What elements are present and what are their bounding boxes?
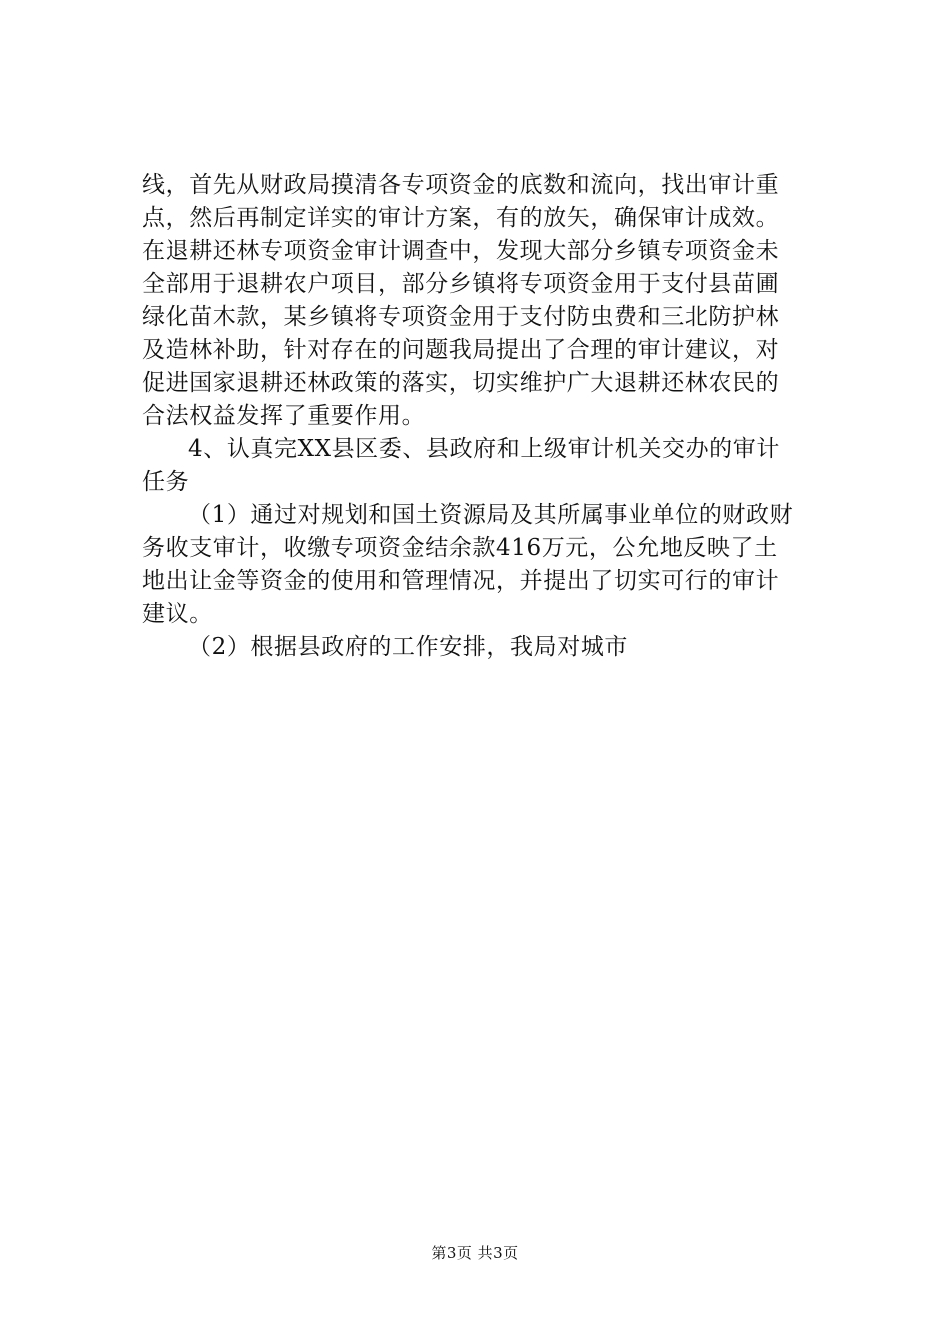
paragraph-start-line: （1）通过对规划和国土资源局及其所属事业单位的财政财 bbox=[188, 502, 794, 528]
body-line: 建议。 bbox=[142, 601, 213, 627]
paragraph-start-line: （2）根据县政府的工作安排，我局对城市 bbox=[188, 634, 629, 660]
body-line: 合法权益发挥了重要作用。 bbox=[142, 403, 426, 429]
page-number-footer: 第3页 共3页 bbox=[431, 1244, 519, 1262]
body-line: 促进国家退耕还林政策的落实，切实维护广大退耕还林农民的 bbox=[142, 370, 780, 396]
body-line: 务收支审计，收缴专项资金结余款416万元，公允地反映了土 bbox=[142, 535, 778, 561]
body-line: 地出让金等资金的使用和管理情况，并提出了切实可行的审计 bbox=[142, 568, 780, 594]
section-heading-line: 4、认真完XX县区委、县政府和上级审计机关交办的审计 bbox=[188, 436, 780, 462]
document-body bbox=[142, 169, 832, 664]
body-line: 绿化苗木款，某乡镇将专项资金用于支付防虫费和三北防护林 bbox=[142, 304, 780, 330]
body-line: 及造林补助，针对存在的问题我局提出了合理的审计建议，对 bbox=[142, 337, 780, 363]
body-line: 点，然后再制定详实的审计方案，有的放矢，确保审计成效。 bbox=[142, 205, 780, 231]
body-line: 线，首先从财政局摸清各专项资金的底数和流向，找出审计重 bbox=[142, 172, 780, 198]
body-line: 全部用于退耕农户项目，部分乡镇将专项资金用于支付县苗圃 bbox=[142, 271, 780, 297]
section-heading-line: 任务 bbox=[142, 469, 190, 495]
body-line: 在退耕还林专项资金审计调查中，发现大部分乡镇专项资金未 bbox=[142, 238, 780, 264]
